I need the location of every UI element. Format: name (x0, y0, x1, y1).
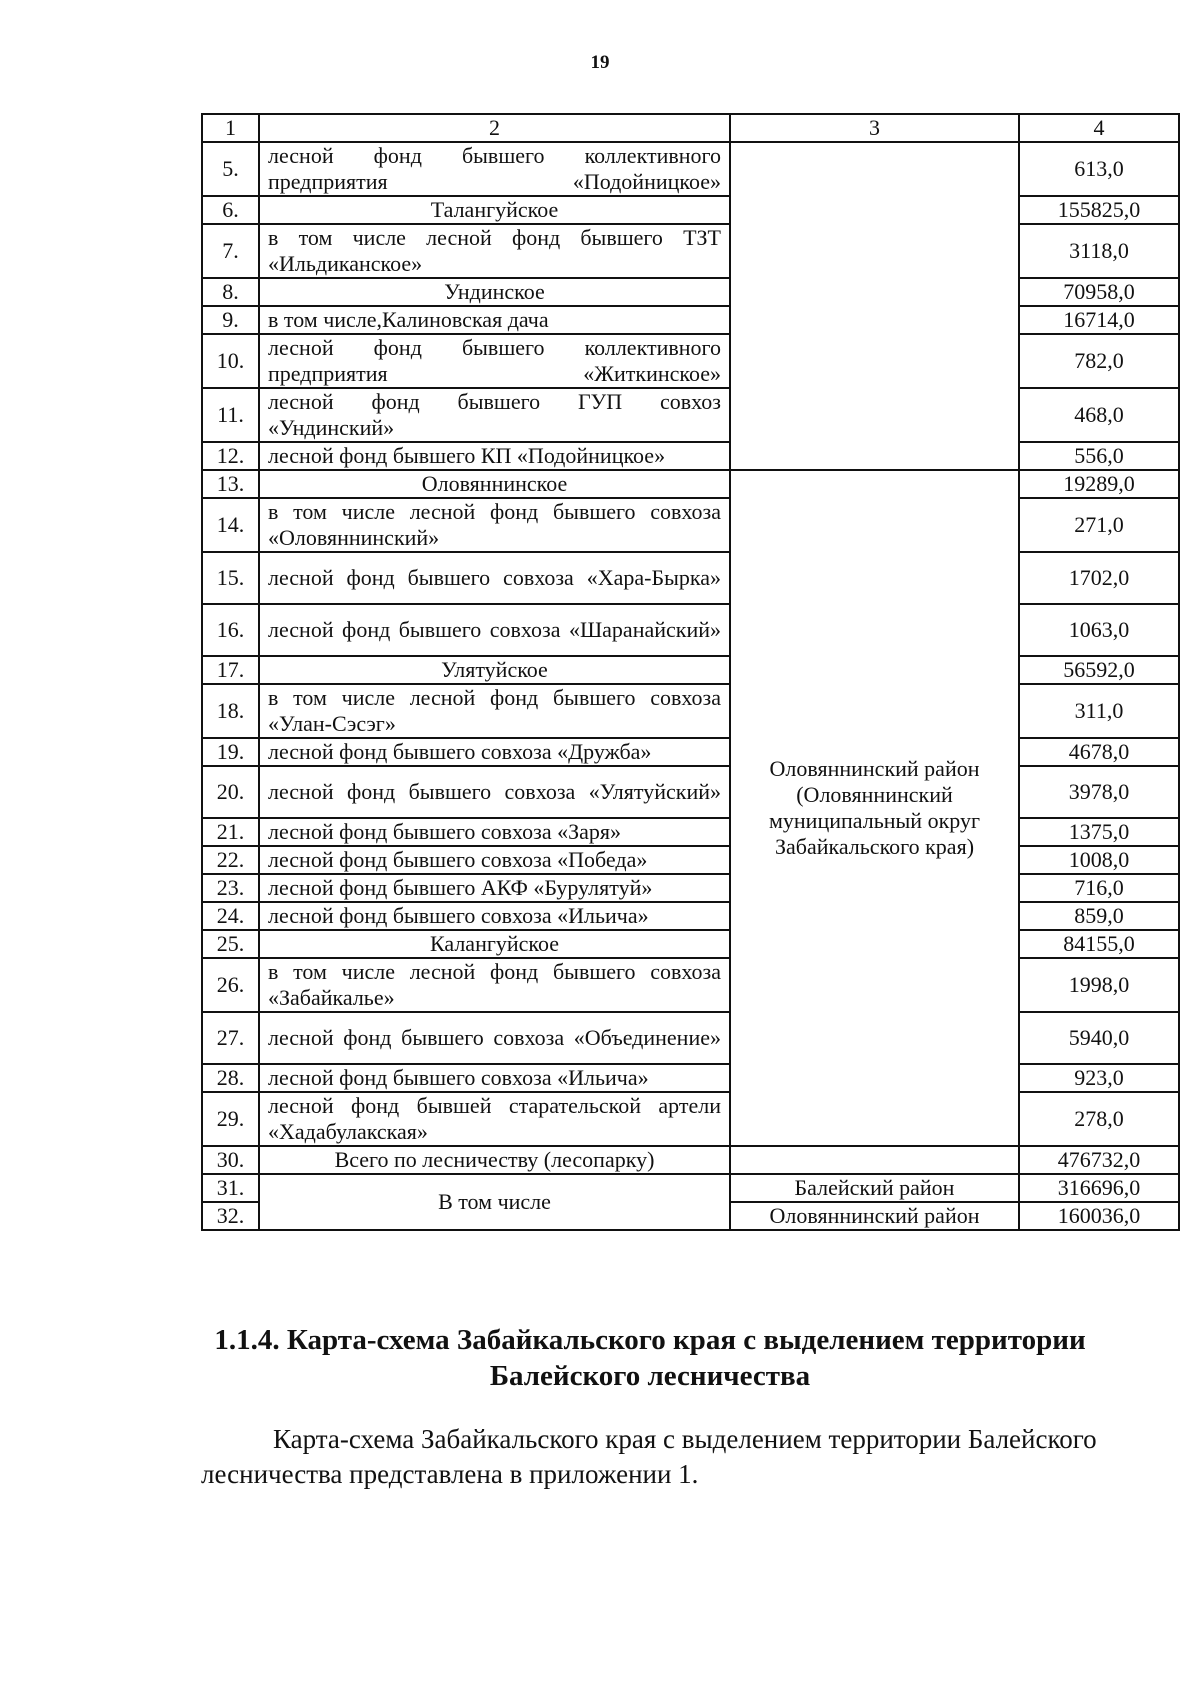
area-value: 278,0 (1019, 1092, 1179, 1146)
table-row (202, 552, 1179, 604)
district-cell (730, 142, 1019, 470)
row-number: 24. (202, 902, 259, 930)
area-value: 1008,0 (1019, 846, 1179, 874)
area-value: 468,0 (1019, 388, 1179, 442)
row-number: 16. (202, 604, 259, 656)
subtotal-row (202, 1174, 1179, 1202)
row-number: 11. (202, 388, 259, 442)
row-number: 30. (202, 1146, 259, 1174)
forest-fund-name: лесной фонд бывшего совхоза «Хара-Бырка» (259, 552, 730, 604)
district-name: Балейский район (730, 1174, 1019, 1202)
row-number: 10. (202, 334, 259, 388)
forest-fund-name: лесной фонд бывшего совхоза «Ильича» (259, 902, 730, 930)
table-row (202, 388, 1179, 442)
area-value: 923,0 (1019, 1064, 1179, 1092)
forest-fund-name: лесной фонд бывшего коллективного предприятия «Подойницкое» (259, 142, 730, 196)
table-row (202, 874, 1179, 902)
forest-fund-name: лесной фонд бывшего КП «Подойницкое» (259, 442, 730, 470)
table-row (202, 738, 1179, 766)
forest-fund-name: в том числе лесной фонд бывшего совхоза «Улан-Сэсэг» (259, 684, 730, 738)
forest-fund-name: лесной фонд бывшего АКФ «Бурулятуй» (259, 874, 730, 902)
forest-fund-name: Улятуйское (259, 656, 730, 684)
area-value: 155825,0 (1019, 196, 1179, 224)
forest-fund-name: лесной фонд бывшего совхоза «Заря» (259, 818, 730, 846)
row-number: 19. (202, 738, 259, 766)
table-row (202, 1012, 1179, 1064)
forest-fund-name: лесной фонд бывшего совхоза «Дружба» (259, 738, 730, 766)
area-value: 4678,0 (1019, 738, 1179, 766)
column-header: 1 (202, 114, 259, 142)
area-value: 1375,0 (1019, 818, 1179, 846)
row-number: 18. (202, 684, 259, 738)
table-row (202, 818, 1179, 846)
area-value: 19289,0 (1019, 470, 1179, 498)
column-header: 2 (259, 114, 730, 142)
row-number: 32. (202, 1202, 259, 1230)
forest-fund-name: лесной фонд бывшего ГУП совхоз «Ундинский» (259, 388, 730, 442)
forest-fund-name: Ундинское (259, 278, 730, 306)
area-value: 84155,0 (1019, 930, 1179, 958)
table-row (202, 334, 1179, 388)
area-value: 5940,0 (1019, 1012, 1179, 1064)
row-number: 21. (202, 818, 259, 846)
column-header: 4 (1019, 114, 1179, 142)
table-row (202, 470, 1179, 498)
table-row (202, 902, 1179, 930)
row-number: 17. (202, 656, 259, 684)
forest-fund-name: лесной фонд бывшего совхоза «Победа» (259, 846, 730, 874)
table-row (202, 958, 1179, 1012)
forest-fund-name: в том числе лесной фонд бывшего совхоза «Оловяннинский» (259, 498, 730, 552)
area-value: 16714,0 (1019, 306, 1179, 334)
area-value: 56592,0 (1019, 656, 1179, 684)
table-header-row (202, 114, 1179, 142)
forest-fund-name: в том числе лесной фонд бывшего совхоза «Забайкалье» (259, 958, 730, 1012)
table-row (202, 846, 1179, 874)
area-value: 3978,0 (1019, 766, 1179, 818)
table-row (202, 442, 1179, 470)
column-header: 3 (730, 114, 1019, 142)
forest-fund-name: лесной фонд бывшего совхоза «Шаранайский» (259, 604, 730, 656)
table-row (202, 498, 1179, 552)
area-value: 1702,0 (1019, 552, 1179, 604)
row-number: 31. (202, 1174, 259, 1202)
forest-fund-name: лесной фонд бывшего совхоза «Улятуйский» (259, 766, 730, 818)
row-number: 7. (202, 224, 259, 278)
row-number: 20. (202, 766, 259, 818)
table-row (202, 604, 1179, 656)
row-number: 8. (202, 278, 259, 306)
page-number: 19 (590, 52, 610, 73)
subtotal-label: В том числе (259, 1174, 730, 1230)
total-row (202, 1146, 1179, 1174)
forest-fund-name: лесной фонд бывшего совхоза «Ильича» (259, 1064, 730, 1092)
section-heading: 1.1.4. Карта-схема Забайкальского края с выделением территории Балейского лесничества (214, 1324, 1086, 1392)
area-value: 716,0 (1019, 874, 1179, 902)
area-value: 271,0 (1019, 498, 1179, 552)
row-number: 12. (202, 442, 259, 470)
area-value: 1063,0 (1019, 604, 1179, 656)
forest-fund-name: лесной фонд бывшей старательской артели «Хадабулакская» (259, 1092, 730, 1146)
row-number: 9. (202, 306, 259, 334)
table-row (202, 142, 1179, 196)
table-row (202, 196, 1179, 224)
forest-fund-name: Оловяннинское (259, 470, 730, 498)
area-value: 316696,0 (1019, 1174, 1179, 1202)
row-number: 13. (202, 470, 259, 498)
area-value: 1998,0 (1019, 958, 1179, 1012)
table-row (202, 766, 1179, 818)
table-row (202, 278, 1179, 306)
row-number: 29. (202, 1092, 259, 1146)
district-cell (730, 1146, 1019, 1174)
row-number: 5. (202, 142, 259, 196)
area-value: 160036,0 (1019, 1202, 1179, 1230)
row-number: 6. (202, 196, 259, 224)
district-cell: Оловяннинский район (Оловяннинский муниципальный округ Забайкальского края) (730, 470, 1019, 1146)
body-paragraph: Карта-схема Забайкальского края с выделением территории Балейского лесничества представлена в приложении 1. (201, 1424, 1097, 1489)
table-row (202, 656, 1179, 684)
forest-fund-name: Талангуйское (259, 196, 730, 224)
forest-fund-name: лесной фонд бывшего совхоза «Объединение» (259, 1012, 730, 1064)
area-value: 3118,0 (1019, 224, 1179, 278)
area-value: 782,0 (1019, 334, 1179, 388)
row-number: 14. (202, 498, 259, 552)
table-row (202, 1064, 1179, 1092)
area-value: 613,0 (1019, 142, 1179, 196)
forest-fund-name: в том числе лесной фонд бывшего ТЗТ «Ильдиканское» (259, 224, 730, 278)
table-row (202, 684, 1179, 738)
area-value: 859,0 (1019, 902, 1179, 930)
row-number: 28. (202, 1064, 259, 1092)
forest-fund-name: лесной фонд бывшего коллективного предприятия «Житкинское» (259, 334, 730, 388)
forest-fund-name: Калангуйское (259, 930, 730, 958)
area-value: 476732,0 (1019, 1146, 1179, 1174)
row-number: 27. (202, 1012, 259, 1064)
table-row (202, 1092, 1179, 1146)
row-number: 22. (202, 846, 259, 874)
total-label: Всего по лесничеству (лесопарку) (259, 1146, 730, 1174)
row-number: 23. (202, 874, 259, 902)
row-number: 25. (202, 930, 259, 958)
area-value: 311,0 (1019, 684, 1179, 738)
table-row (202, 930, 1179, 958)
table-row (202, 224, 1179, 278)
area-value: 556,0 (1019, 442, 1179, 470)
table-row (202, 306, 1179, 334)
forest-fund-table (201, 113, 1180, 1231)
row-number: 26. (202, 958, 259, 1012)
forest-fund-name: в том числе,Калиновская дача (259, 306, 730, 334)
row-number: 15. (202, 552, 259, 604)
area-value: 70958,0 (1019, 278, 1179, 306)
district-name: Оловяннинский район (730, 1202, 1019, 1230)
